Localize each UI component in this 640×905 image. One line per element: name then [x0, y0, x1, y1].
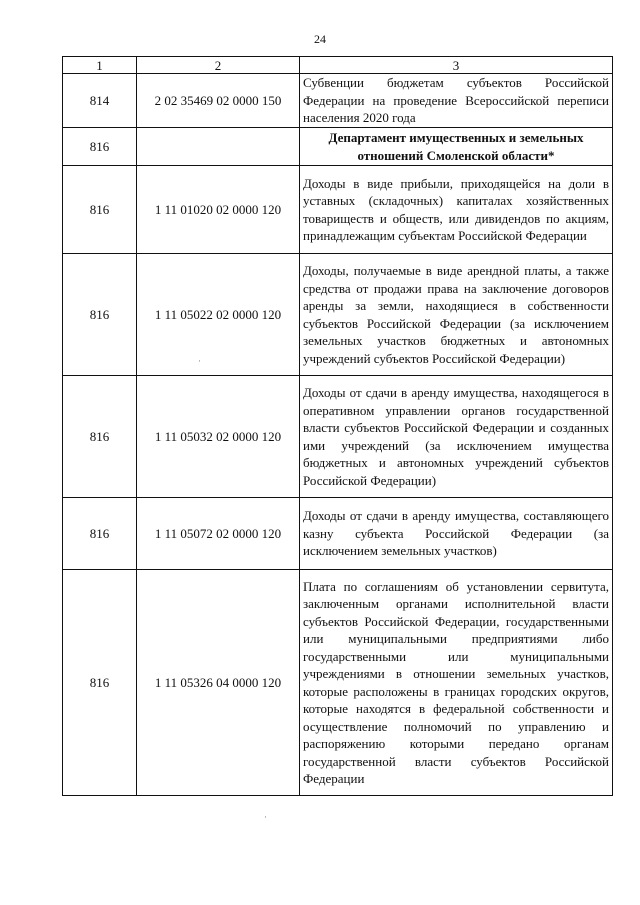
admin-code: 816: [63, 570, 137, 796]
page-number: 24: [314, 32, 326, 46]
income-code: 2 02 35469 02 0000 150: [137, 74, 300, 128]
column-header: 2: [137, 57, 300, 74]
admin-code: 816: [63, 376, 137, 498]
table-row: [63, 128, 613, 166]
description: Доходы в виде прибыли, приходящейся на доли в уставных (складочных) капиталах хозяйственных товариществ и обществ, или дивидендов по акциям, принадлежащим субъектам Российской Федерации: [300, 166, 613, 254]
table-row: [63, 376, 613, 498]
description: Плата по соглашениям об установлении сервитута, заключенным органами исполнительной власти субъектов Российской Федерации, государственными или муниципальными предприятиями либо государственными или муниципальными учреждениями в отношении земельных участков, которые расположены в границах городских округов, которые находятся в федеральной собственности и осуществление полномочий по управлению и распоряжению которыми передано органам государственной власти субъектов Российской Федерации: [300, 570, 613, 796]
income-code: 1 11 01020 02 0000 120: [137, 166, 300, 254]
description: Доходы от сдачи в аренду имущества, находящегося в оперативном управлении органов государственной власти субъектов Российской Федерации и созданных ими учреждений (за исключением имущества бюджетных и автономных учреждений субъектов Российской Федерации): [300, 376, 613, 498]
table-row: [63, 74, 613, 128]
income-code: [137, 128, 300, 166]
scan-speck: ·: [264, 812, 267, 822]
department-heading: Департамент имущественных и земельных отношений Смоленской области*: [300, 128, 613, 166]
admin-code: 816: [63, 166, 137, 254]
column-header: 1: [63, 57, 137, 74]
table-row: [63, 570, 613, 796]
income-codes-table: [62, 56, 613, 796]
scan-speck: ·: [198, 356, 201, 366]
column-header: 3: [300, 57, 613, 74]
admin-code: 816: [63, 254, 137, 376]
admin-code: 816: [63, 498, 137, 570]
description: Доходы от сдачи в аренду имущества, составляющего казну субъекта Российской Федерации (за исключением земельных участков): [300, 498, 613, 570]
table-header-row: [63, 57, 613, 74]
income-code: 1 11 05032 02 0000 120: [137, 376, 300, 498]
admin-code: 816: [63, 128, 137, 166]
table-row: [63, 498, 613, 570]
admin-code: 814: [63, 74, 137, 128]
income-code: 1 11 05022 02 0000 120: [137, 254, 300, 376]
income-code: 1 11 05326 04 0000 120: [137, 570, 300, 796]
description: Доходы, получаемые в виде арендной платы, а также средства от продажи права на заключение договоров аренды за земли, находящиеся в собственности субъектов Российской Федерации (за исключением земельных участков бюджетных и автономных учреждений субъектов Российской Федерации): [300, 254, 613, 376]
description: Субвенции бюджетам субъектов Российской Федерации на проведение Всероссийской переписи населения 2020 года: [300, 74, 613, 128]
income-code: 1 11 05072 02 0000 120: [137, 498, 300, 570]
table-row: [63, 166, 613, 254]
table-row: [63, 254, 613, 376]
